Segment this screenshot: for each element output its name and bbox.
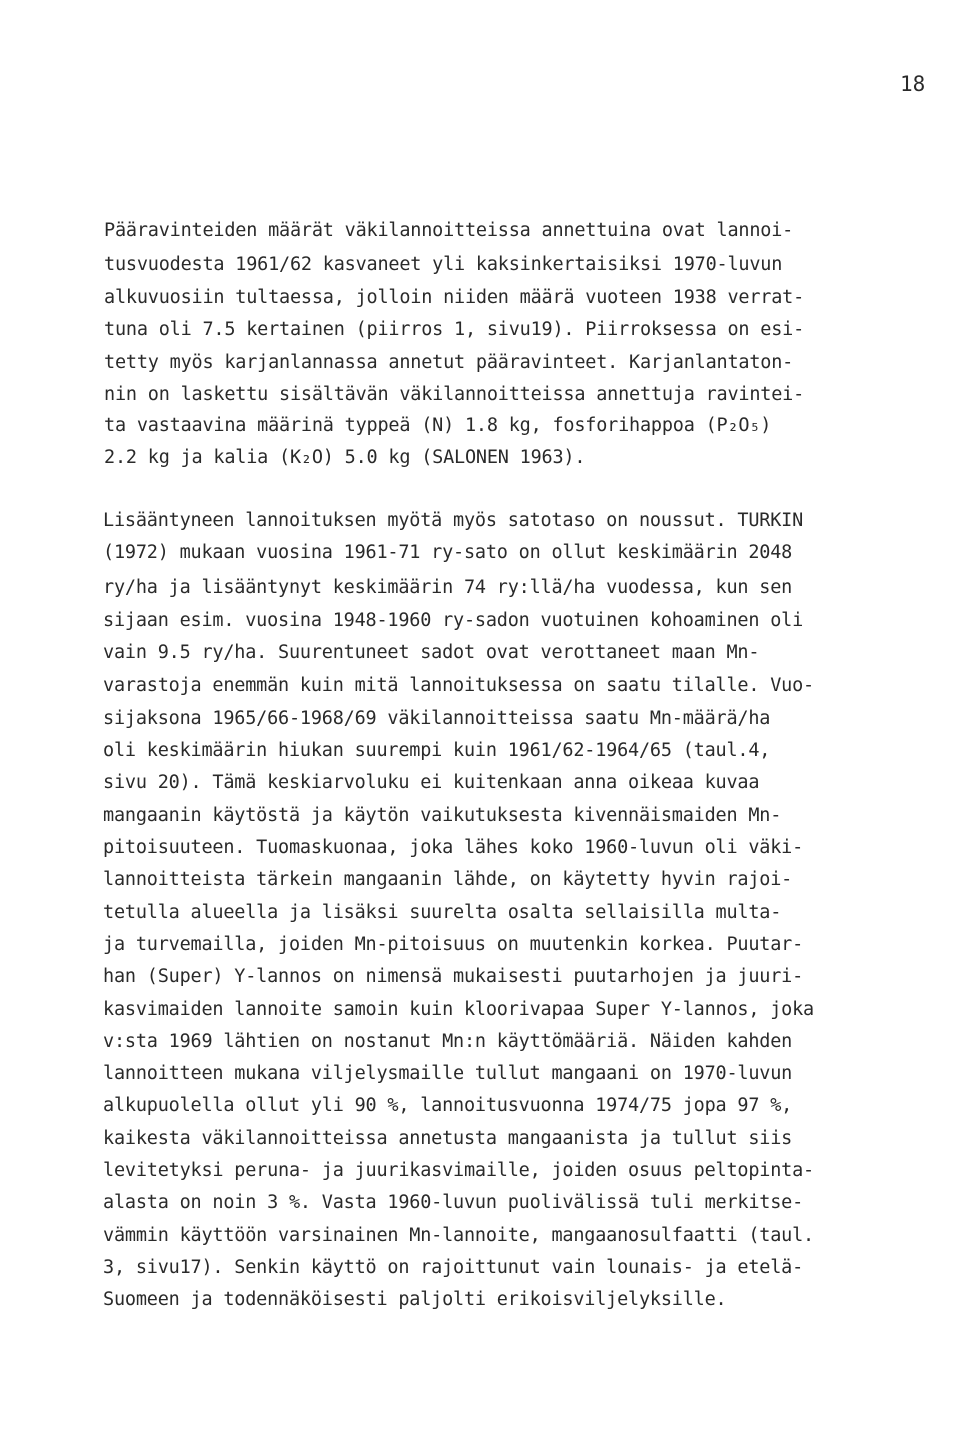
text-line: lannoitteista tärkein mangaanin lähde, on käytetty hyvin rajoi- [103,869,793,890]
text-line: lannoitteen mukana viljelysmaille tullut mangaani on 1970-luvun [103,1063,793,1084]
text-line: tetty myös karjanlannassa annetut pääravinteet. Karjanlantaton- [104,352,794,373]
page-number: 18 [900,72,926,96]
text-line: v:sta 1969 lähtien on nostanut Mn:n käyttömääriä. Näiden kahden [103,1031,793,1052]
text-line: Pääravinteiden määrät väkilannoitteissa annettuina ovat lannoi- [104,220,794,241]
text-line: pitoisuuteen. Tuomaskuonaa, joka lähes koko 1960-luvun oli väki- [103,837,804,858]
text-line: vämmin käyttöön varsinainen Mn-lannoite, mangaanosulfaatti (taul. [103,1225,814,1246]
text-line: sijaksona 1965/66-1968/69 väkilannoitteissa saatu Mn-määrä/ha [103,708,771,729]
text-line: nin on laskettu sisältävän väkilannoitteissa annettuja ravintei- [104,384,805,405]
text-line: ry/ha ja lisääntynyt keskimäärin 74 ry:llä/ha vuodessa, kun sen [103,577,793,598]
text-line: tuna oli 7.5 kertainen (piirros 1, sivu19). Piirroksessa on esi- [104,319,805,340]
text-line: mangaanin käytöstä ja käytön vaikutuksesta kivennäismaiden Mn- [103,805,782,826]
text-line: varastoja enemmän kuin mitä lannoituksessa on saatu tilalle. Vuo- [103,675,814,696]
text-line: 3, sivu17). Senkin käyttö on rajoittunut vain lounais- ja etelä- [103,1257,804,1278]
text-line: 2.2 kg ja kalia (K₂O) 5.0 kg (SALONEN 1963). [104,447,586,468]
text-line: (1972) mukaan vuosina 1961-71 ry-sato on ollut keskimäärin 2048 [103,542,793,563]
text-line: ta vastaavina määrinä typpeä (N) 1.8 kg, fosforihappoa (P₂O₅) [104,415,772,436]
text-line: tetulla alueella ja lisäksi suurelta osalta sellaisilla multa- [103,902,782,923]
text-line: alkupuolella ollut yli 90 %, lannoitusvuonna 1974/75 jopa 97 %, [103,1095,793,1116]
text-line: oli keskimäärin hiukan suurempi kuin 1961/62-1964/65 (taul.4, [103,740,771,761]
text-line: han (Super) Y-lannos on nimensä mukaisesti puutarhojen ja juuri- [103,966,804,987]
text-line: Lisääntyneen lannoituksen myötä myös satotaso on noussut. TURKIN [103,510,804,531]
text-line: ja turvemailla, joiden Mn-pitoisuus on muutenkin korkea. Puutar- [103,934,804,955]
text-line: sivu 20). Tämä keskiarvoluku ei kuitenkaan anna oikeaa kuvaa [103,772,760,793]
text-line: levitetyksi peruna- ja juurikasvimaille, joiden osuus peltopinta- [103,1160,814,1181]
text-line: Suomeen ja todennäköisesti paljolti erikoisviljelyksille. [103,1289,727,1310]
text-line: alasta on noin 3 %. Vasta 1960-luvun puolivälissä tuli merkitse- [103,1192,804,1213]
text-line: vain 9.5 ry/ha. Suurentuneet sadot ovat verottaneet maan Mn- [103,642,760,663]
text-line: tusvuodesta 1961/62 kasvaneet yli kaksinkertaisiksi 1970-luvun [104,254,783,275]
text-line: sijaan esim. vuosina 1948-1960 ry-sadon vuotuinen kohoaminen oli [103,610,804,631]
text-line: alkuvuosiin tultaessa, jolloin niiden määrä vuoteen 1938 verrat- [104,287,805,308]
text-line: kasvimaiden lannoite samoin kuin kloorivapaa Super Y-lannos, joka [103,999,814,1020]
text-line: kaikesta väkilannoitteissa annetusta mangaanista ja tullut siis [103,1128,793,1149]
